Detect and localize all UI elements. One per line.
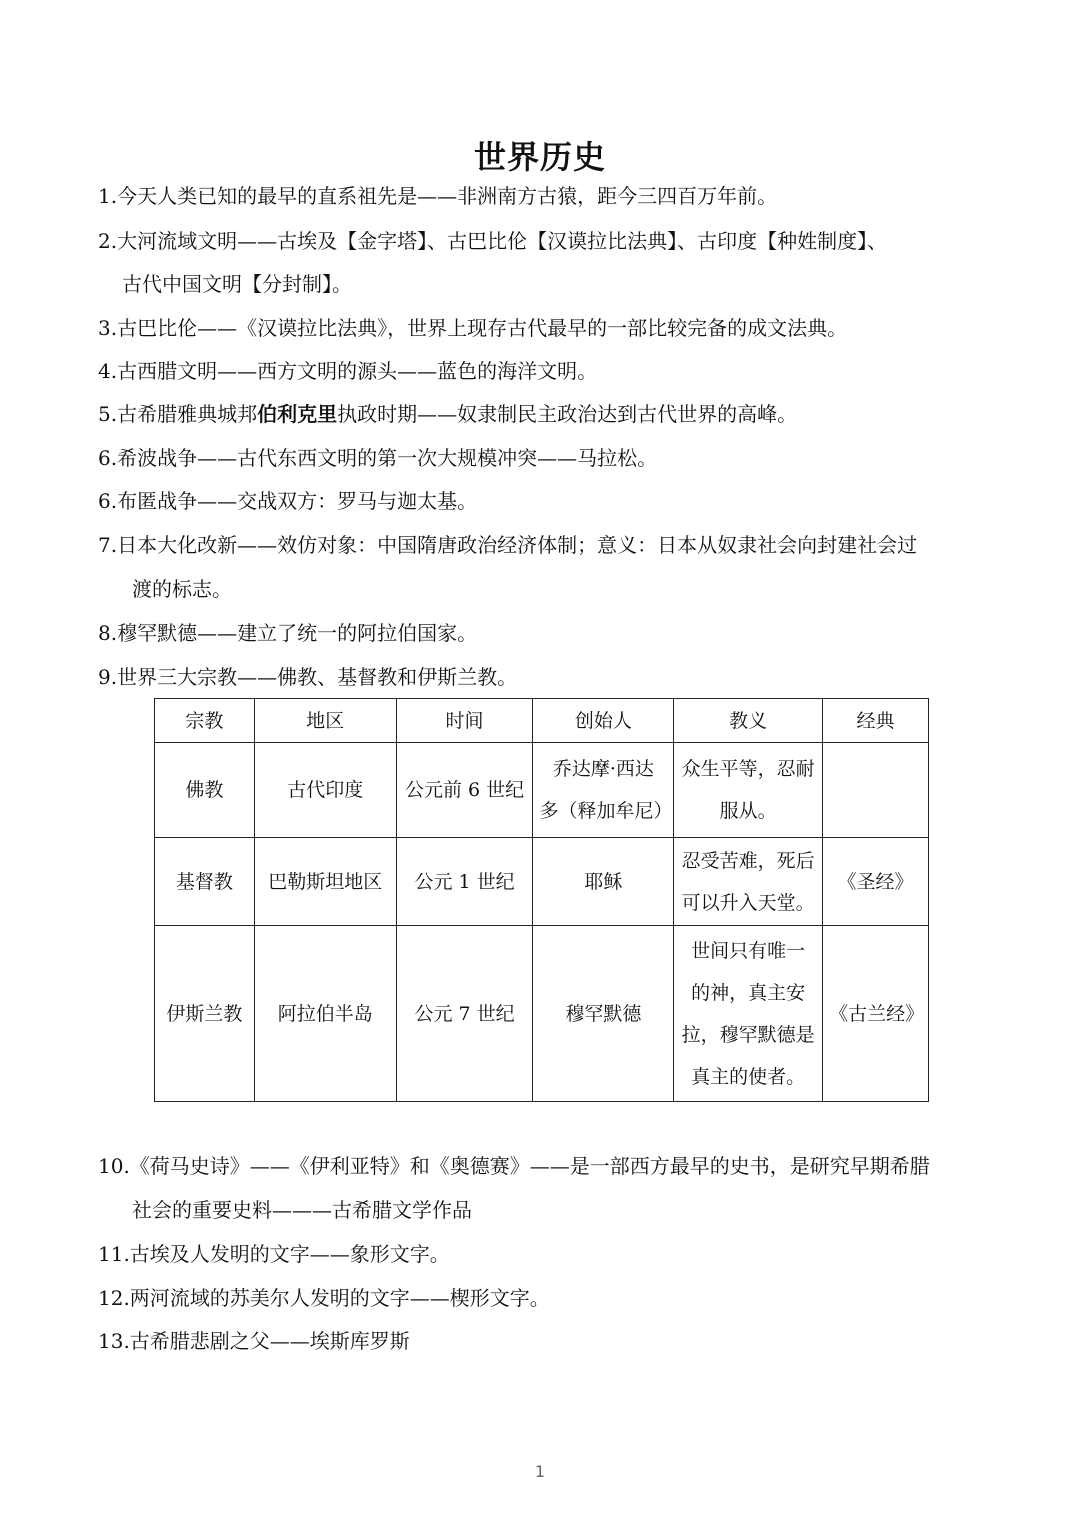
- table-row: [155, 838, 929, 926]
- cell-scripture: 《古兰经》: [823, 926, 929, 1102]
- cell-doctrine: [674, 838, 823, 926]
- doctrine-line: 可以升入天堂。: [681, 891, 815, 914]
- item-11: 11.古埃及人发明的文字——象形文字。: [98, 1242, 450, 1266]
- cell-time: 公元 1 世纪: [396, 838, 533, 926]
- header-scripture: 经典: [823, 699, 929, 743]
- header-religion: 宗教: [155, 699, 255, 743]
- cell-scripture: 《圣经》: [823, 838, 929, 926]
- founder-line: 多（释加牟尼）: [539, 800, 673, 822]
- table-row: [155, 743, 929, 838]
- cell-time: 公元 7 世纪: [396, 926, 533, 1102]
- item-9: 9.世界三大宗教——佛教、基督教和伊斯兰教。: [98, 665, 518, 689]
- item-7-line-2: 渡的标志。: [132, 577, 232, 601]
- table-header-row: [155, 699, 929, 743]
- cell-doctrine: [674, 926, 823, 1102]
- cell-religion: 伊斯兰教: [155, 926, 255, 1102]
- religions-table: [154, 698, 929, 1102]
- header-founder: 创始人: [533, 699, 674, 743]
- doctrine-line: 真主的使者。: [691, 1065, 806, 1088]
- cell-religion: 佛教: [155, 743, 255, 838]
- item-6a: 6.希波战争——古代东西文明的第一次大规模冲突——马拉松。: [98, 446, 658, 470]
- header-region: 地区: [254, 699, 396, 743]
- item-13: 13.古希腊悲剧之父——埃斯库罗斯: [98, 1329, 410, 1353]
- item-8: 8.穆罕默德——建立了统一的阿拉伯国家。: [98, 621, 478, 645]
- cell-region: 古代印度: [254, 743, 396, 838]
- doctrine-line: 拉，穆罕默德是: [681, 1023, 815, 1046]
- doctrine-line: 服从。: [719, 800, 777, 822]
- item-6b: 6.布匿战争——交战双方：罗马与迦太基。: [98, 489, 478, 513]
- cell-time: 公元前 6 世纪: [396, 743, 533, 838]
- doctrine-line: 的神，真主安: [691, 981, 806, 1004]
- cell-founder: [533, 743, 674, 838]
- cell-doctrine: [674, 743, 823, 838]
- page-number: 1: [534, 1462, 546, 1481]
- header-time: 时间: [396, 699, 533, 743]
- item-2-line-1: 2.大河流域文明——古埃及【金字塔】、古巴比伦【汉谟拉比法典】、古印度【种姓制度】、: [98, 229, 888, 253]
- item-1: 1.今天人类已知的最早的直系祖先是——非洲南方古猿，距今三四百万年前。: [98, 184, 778, 208]
- item-5: [98, 400, 797, 428]
- item-10-line-1: 10.《荷马史诗》——《伊利亚特》和《奥德赛》——是一部西方最早的史书，是研究早期希腊: [98, 1154, 930, 1178]
- item-10-line-2: 社会的重要史料———古希腊文学作品: [132, 1198, 472, 1222]
- item-7-line-1: 7.日本大化改新——效仿对象：中国隋唐政治经济体制；意义：日本从奴隶社会向封建社会过: [98, 533, 918, 557]
- cell-scripture: [823, 743, 929, 838]
- item-12: 12.两河流域的苏美尔人发明的文字——楔形文字。: [98, 1286, 550, 1310]
- page-title: 世界历史: [473, 138, 606, 176]
- doctrine-line: 世间只有唯一: [691, 939, 806, 962]
- cell-founder: 穆罕默德: [533, 926, 674, 1102]
- item-3: 3.古巴比伦——《汉谟拉比法典》，世界上现存古代最早的一部比较完备的成文法典。: [98, 316, 848, 340]
- doctrine-line: 忍受苦难，死后: [681, 849, 815, 872]
- cell-religion: 基督教: [155, 838, 255, 926]
- cell-region: 巴勒斯坦地区: [254, 838, 396, 926]
- item-5-suffix: 执政时期——奴隶制民主政治达到古代世界的高峰。: [337, 402, 798, 426]
- header-doctrine: 教义: [674, 699, 823, 743]
- table-row: [155, 926, 929, 1102]
- item-2-line-2: 古代中国文明【分封制】。: [122, 272, 352, 296]
- doctrine-line: 众生平等，忍耐: [681, 758, 815, 780]
- founder-line: 乔达摩·西达: [552, 758, 654, 780]
- item-4: 4.古西腊文明——西方文明的源头——蓝色的海洋文明。: [98, 359, 598, 383]
- cell-founder: 耶稣: [533, 838, 674, 926]
- item-5-bold-name: 伯利克里: [257, 402, 338, 426]
- cell-region: 阿拉伯半岛: [254, 926, 396, 1102]
- item-5-prefix: 5.古希腊雅典城邦: [98, 402, 258, 426]
